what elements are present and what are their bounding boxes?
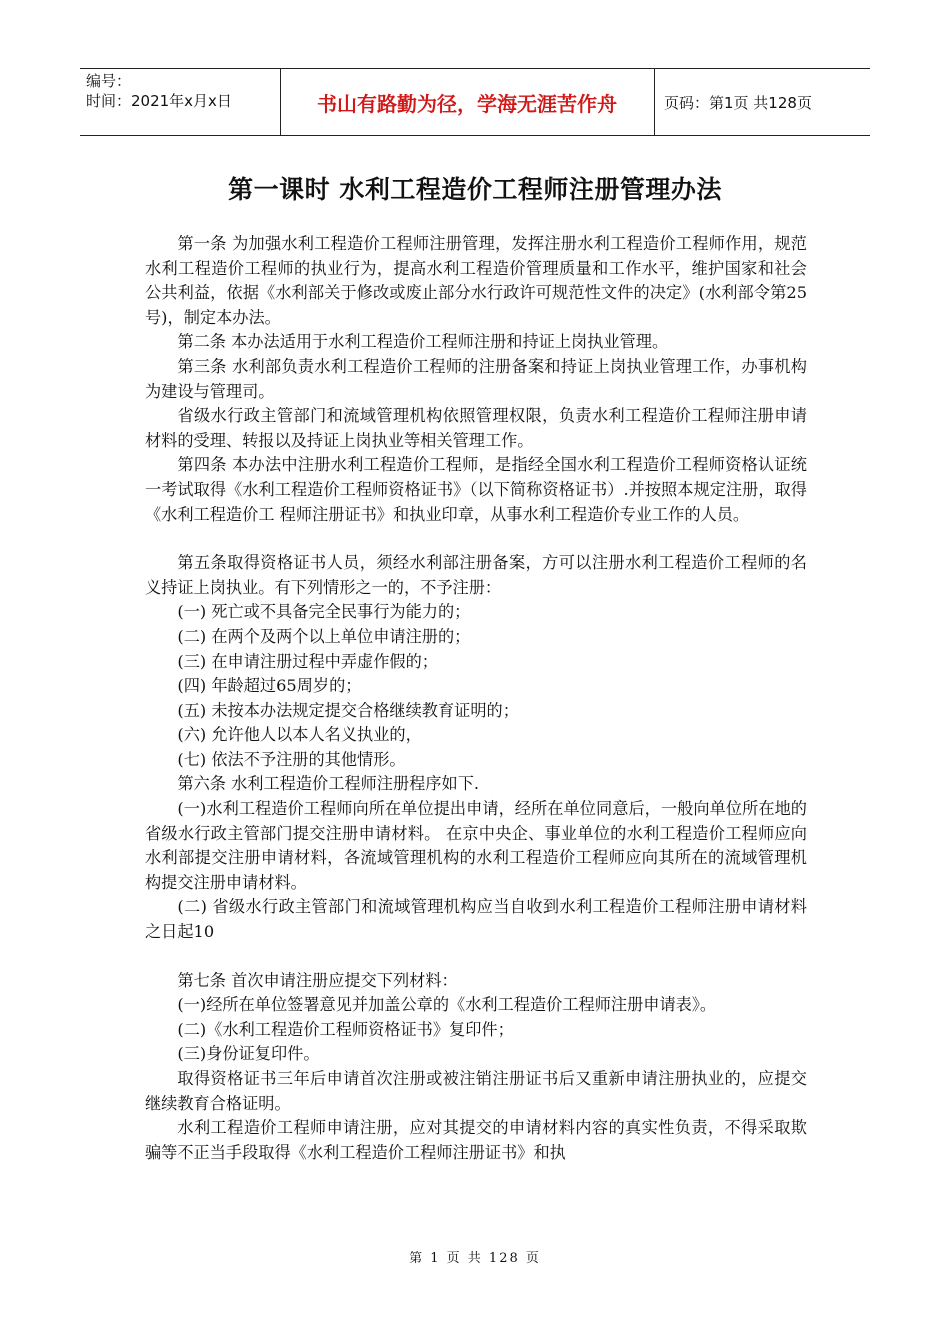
article-4: 第四条 本办法中注册水利工程造价工程师，是指经全国水利工程造价工程师资格认证统一考试取得《水利工程造价工程师资格证书》（以下简称资格证书）.并按照本规定注册，取得《水利工程造价工 程师注册证书》和执业印章，从事水利工程造价专业工作的人员。: [145, 455, 807, 524]
document-number-label: 编号：: [86, 72, 132, 90]
document-body: [145, 232, 807, 1165]
page-header: [80, 68, 870, 136]
document-title: 第一课时 水利工程造价工程师注册管理办法: [228, 175, 722, 204]
list-item: (五) 未按本办法规定提交合格继续教育证明的；: [177, 700, 519, 720]
article-5: 第五条取得资格证书人员，须经水利部注册备案，方可以注册水利工程造价工程师的名义持证上岗执业。有下列情形之一的，不予注册：: [145, 553, 807, 597]
list-item: (二) 省级水行政主管部门和流域管理机构应当自收到水利工程造价工程师注册申请材料之日起10: [145, 897, 807, 942]
article-1: 第一条 为加强水利工程造价工程师注册管理，发挥注册水利工程造价工程师作用，规范水利工程造价工程师的执业行为，提高水利工程造价管理质量和工作水平，维护国家和社会公共利益，依据《水利部关于修改或废止部分水行政许可规范性文件的决定》(水利部令第25号)，制定本办法。: [145, 234, 807, 327]
document-time-label: 时间：2021年x月x日: [86, 92, 232, 110]
article-7: 第七条 首次申请注册应提交下列材料：: [177, 970, 458, 990]
article-3: 第三条 水利部负责水利工程造价工程师的注册备案和持证上岗执业管理工作，办事机构为建设与管理司。: [145, 356, 807, 401]
page-footer: 第 1 页 共 128 页: [409, 1251, 541, 1266]
list-item: (三) 在申请注册过程中弄虚作假的；: [177, 651, 438, 671]
list-item: (二)《水利工程造价工程师资格证书》复印件；: [177, 1019, 514, 1039]
body-paragraph: 取得资格证书三年后申请首次注册或被注销注册证书后又重新申请注册执业的，应提交继续教育合格证明。: [145, 1069, 807, 1113]
article-2: 第二条 本办法适用于水利工程造价工程师注册和持证上岗执业管理。: [177, 332, 669, 352]
header-page-info: 页码：第1页 共128页: [664, 93, 812, 112]
list-item: (七) 依法不予注册的其他情形。: [177, 749, 406, 769]
list-item: (六) 允许他人以本人名义执业的，: [177, 725, 422, 745]
header-divider: [654, 69, 655, 135]
list-item: (三)身份证复印件。: [177, 1044, 320, 1064]
list-item: (一) 死亡或不具备完全民事行为能力的；: [177, 602, 471, 622]
body-paragraph: 水利工程造价工程师申请注册，应对其提交的申请材料内容的真实性负责，不得采取欺骗等不正当手段取得《水利工程造价工程师注册证书》和执: [145, 1118, 807, 1162]
article-3-paragraph: 省级水行政主管部门和流域管理机构依照管理权限，负责水利工程造价工程师注册申请材料的受理、转报以及持证上岗执业等相关管理工作。: [145, 406, 807, 450]
list-item: (四) 年龄超过65周岁的；: [177, 676, 362, 696]
list-item: (一)经所在单位签署意见并加盖公章的《水利工程造价工程师注册申请表》。: [177, 995, 717, 1015]
article-6: 第六条 水利工程造价工程师注册程序如下.: [177, 774, 480, 794]
list-item: (二) 在两个及两个以上单位申请注册的；: [177, 626, 471, 646]
list-item: (一)水利工程造价工程师向所在单位提出申请，经所在单位同意后，一般向单位所在地的省级水行政主管部门提交注册申请材料。 在京中央企、事业单位的水利工程造价工程师应向水利部提交注册申请材料，各流域管理机构的水利工程造价工程师应向其所在的流域管理机构提交注册申请材料。: [145, 799, 807, 892]
header-meta: [86, 71, 286, 111]
header-slogan: 书山有路勤为径，学海无涯苦作舟: [317, 91, 617, 116]
